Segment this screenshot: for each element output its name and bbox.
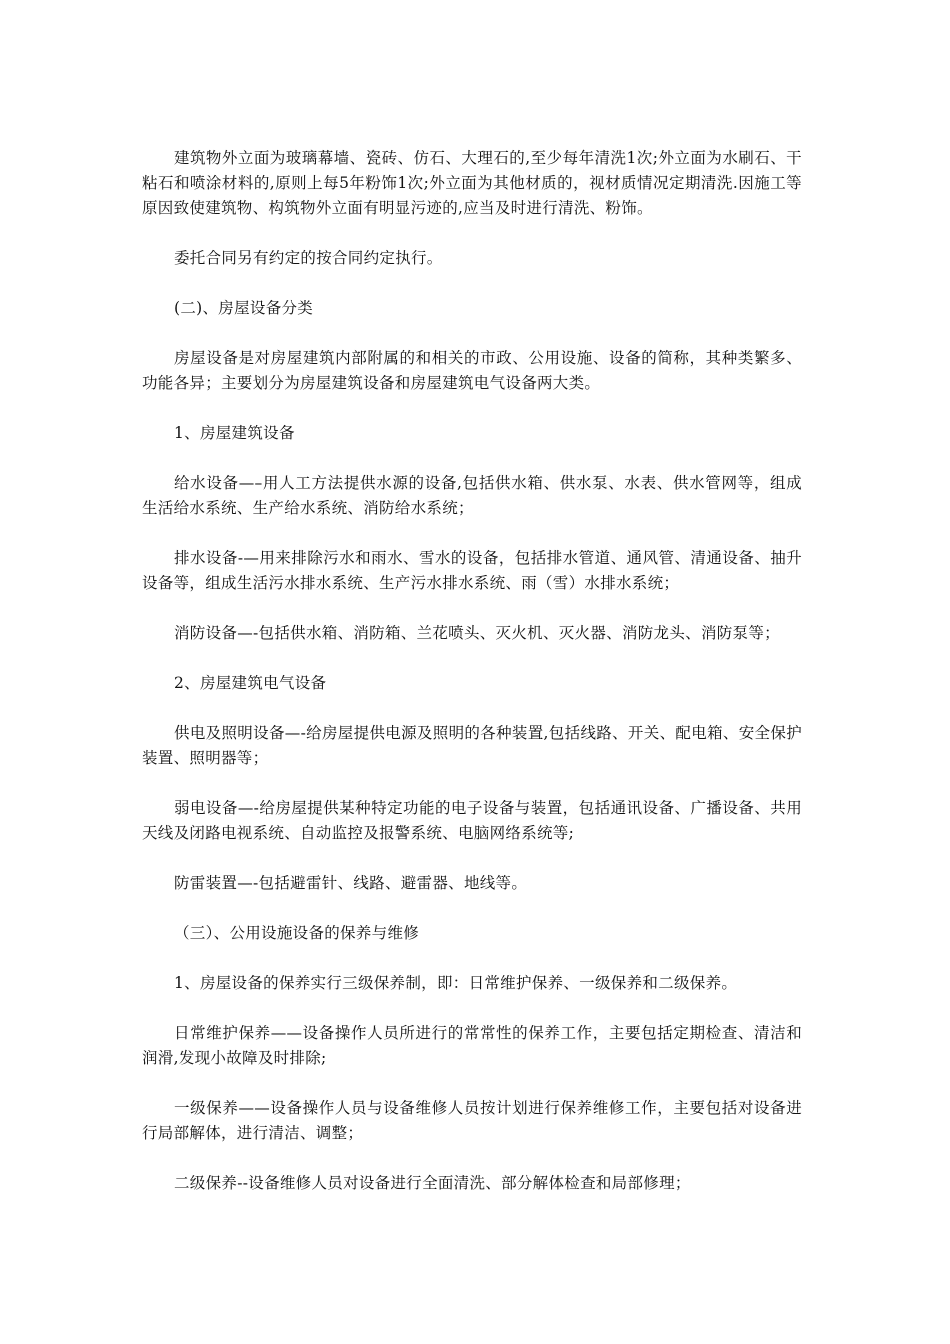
paragraph-power-lighting: 供电及照明设备—-给房屋提供电源及照明的各种装置,包括线路、开关、配电箱、安全保护装置、照明器等；	[142, 724, 802, 767]
paragraph-three-level-maintenance: 1、房屋设备的保养实行三级保养制，即：日常维护保养、一级保养和二级保养。	[174, 974, 738, 992]
paragraph-second-level: 二级保养--设备维修人员对设备进行全面清洗、部分解体检查和局部修理；	[174, 1174, 691, 1192]
paragraph-fire-equipment: 消防设备—-包括供水箱、消防箱、兰花喷头、灭火机、灭火器、消防龙头、消防泵等；	[174, 624, 780, 642]
section-heading-maintenance: （三）、公用设施设备的保养与维修	[174, 924, 420, 942]
paragraph-lightning-protection: 防雷装置—-包括避雷针、线路、避雷器、地线等。	[174, 874, 528, 892]
subheading-electrical-equipment: 2、房屋建筑电气设备	[174, 674, 327, 692]
paragraph-water-supply: 给水设备—–用人工方法提供水源的设备,包括供水箱、供水泵、水表、供水管网等，组成生活给水系统、生产给水系统、消防给水系统；	[142, 474, 802, 517]
document-body	[142, 146, 802, 1221]
paragraph-daily-maintenance: 日常维护保养——设备操作人员所进行的常常性的保养工作，主要包括定期检查、清洁和润滑,发现小故障及时排除;	[142, 1024, 802, 1067]
subheading-building-equipment: 1、房屋建筑设备	[174, 424, 295, 442]
paragraph-weak-current: 弱电设备—-给房屋提供某种特定功能的电子设备与装置，包括通讯设备、广播设备、共用天线及闭路电视系统、自动监控及报警系统、电脑网络系统等;	[142, 799, 802, 842]
section-heading-equipment-classification: (二)、房屋设备分类	[174, 299, 314, 317]
paragraph-contract-note: 委托合同另有约定的按合同约定执行。	[174, 249, 443, 267]
paragraph-drainage: 排水设备-—用来排除污水和雨水、雪水的设备，包括排水管道、通风管、清通设备、抽升设备等，组成生活污水排水系统、生产污水排水系统、雨（雪）水排水系统；	[142, 549, 802, 592]
paragraph-equipment-definition: 房屋设备是对房屋建筑内部附属的和相关的市政、公用设施、设备的简称，其种类繁多、功能各异；主要划分为房屋建筑设备和房屋建筑电气设备两大类。	[142, 349, 802, 392]
paragraph-first-level: 一级保养——设备操作人员与设备维修人员按计划进行保养维修工作，主要包括对设备进行局部解体，进行清洁、调整；	[142, 1099, 802, 1142]
paragraph-facade-cleaning: 建筑物外立面为玻璃幕墙、瓷砖、仿石、大理石的,至少每年清洗1次;外立面为水刷石、干粘石和喷涂材料的,原则上每5年粉饰1次;外立面为其他材质的，视材质情况定期清洗.因施工等原因致使建筑物、构筑物外立面有明显污迹的,应当及时进行清洗、粉饰。	[142, 149, 802, 217]
